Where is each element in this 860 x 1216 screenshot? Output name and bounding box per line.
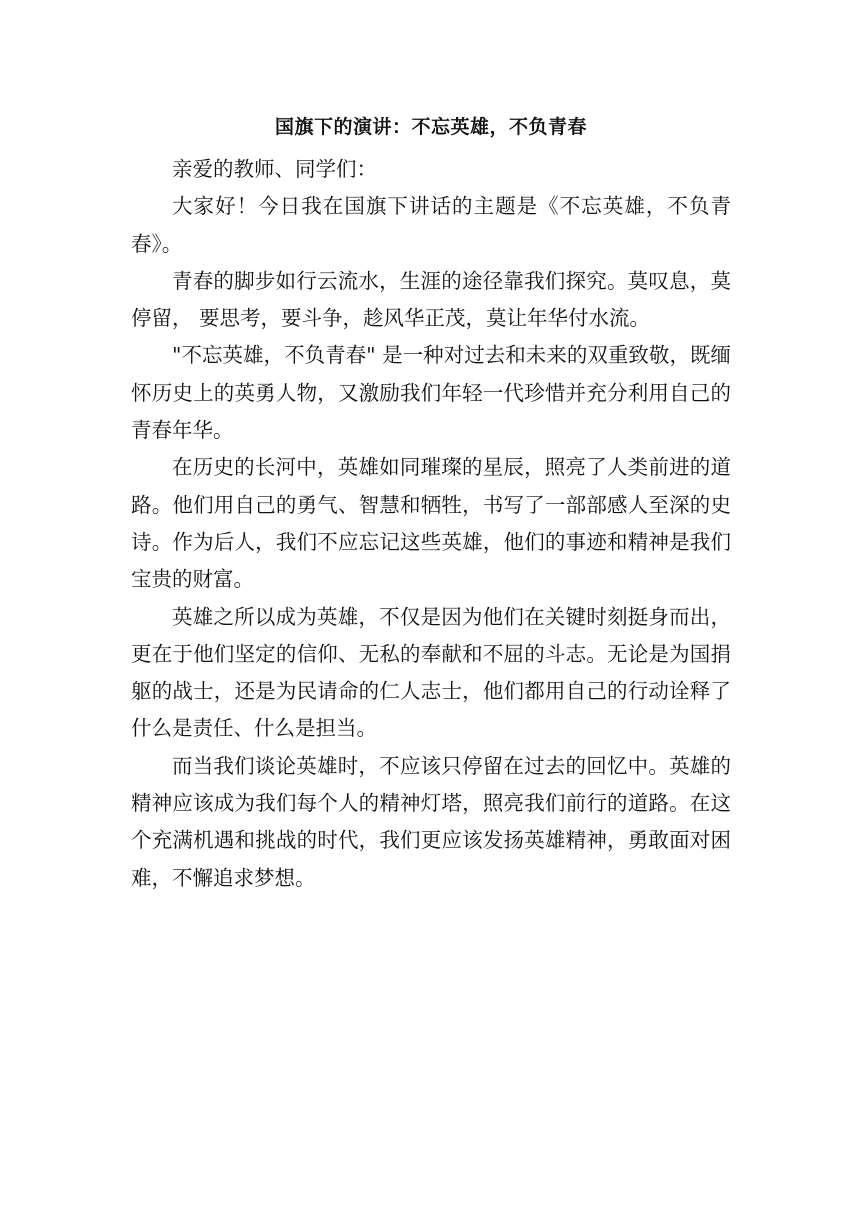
paragraph-history: 在历史的长河中，英雄如同璀璨的星辰，照亮了人类前进的道路。他们用自己的勇气、智慧和牺牲，书写了一部部感人至深的史诗。作为后人，我们不应忘记这些英雄，他们的事迹和精神是我们宝贵的财富。 — [131, 455, 731, 592]
document-title: 国旗下的演讲：不忘英雄，不负青春 — [274, 116, 587, 138]
paragraph-heroes: 英雄之所以成为英雄，不仅是因为他们在关键时刻挺身而出，更在于他们坚定的信仰、无私的奉献和不屈的斗志。无论是为国捐躯的战士，还是为民请命的仁人志士，他们都用自己的行动诠释了什么是责任、什么是担当。 — [131, 604, 731, 741]
paragraph-theme: "不忘英雄，不负青春" 是一种对过去和未来的双重致敬，既缅怀历史上的英勇人物，又激励我们年轻一代珍惜并充分利用自己的青春年华。 — [131, 343, 731, 443]
paragraph-youth: 青春的脚步如行云流水，生涯的途径靠我们探究。莫叹息，莫停留， 要思考，要斗争，趁风华正茂，莫让年华付水流。 — [131, 268, 731, 331]
paragraph-greeting: 大家好！今日我在国旗下讲话的主题是《不忘英雄，不负青春》。 — [131, 194, 731, 256]
paragraph-spirit: 而当我们谈论英雄时，不应该只停留在过去的回忆中。英雄的精神应该成为我们每个人的精神灯塔，照亮我们前行的道路。在这个充满机遇和挑战的时代，我们更应该发扬英雄精神，勇敢面对困难，不懈追求梦想。 — [131, 753, 731, 890]
paragraph-salutation: 亲爱的教师、同学们： — [172, 157, 377, 181]
document-body — [131, 113, 731, 897]
